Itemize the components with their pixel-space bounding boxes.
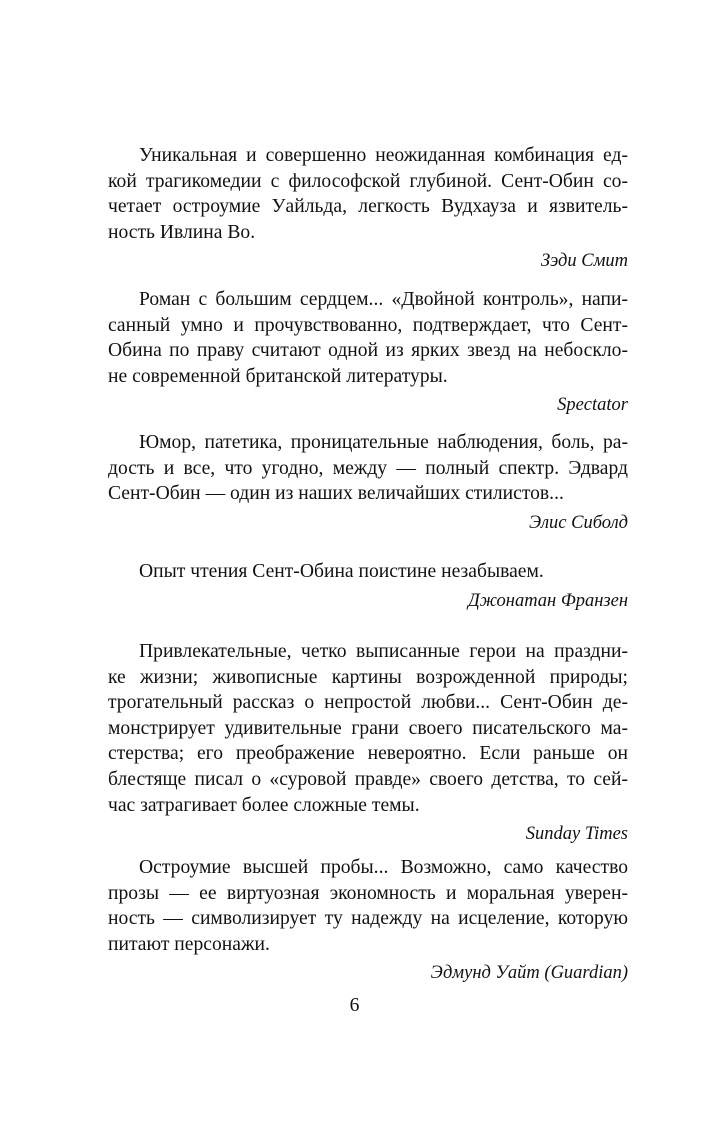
quote-line: четает остроумие Уайльда, легкость Вудхауза и язвитель-	[108, 196, 628, 218]
quote-line: прозы — ее виртуозная экономность и моральная уверен-	[108, 882, 628, 904]
blurb-quote-2	[108, 287, 628, 419]
quote-line: трогательный рассказ о непростой любви... Сент-Обин де-	[108, 692, 628, 714]
quote-attribution: Sunday Times	[525, 824, 628, 845]
quote-line: не современной британской литературы.	[108, 365, 448, 387]
quote-line: Юмор, патетика, проницательные наблюдения, боль, ра-	[139, 432, 628, 453]
quote-line: кой трагикомедии с философской глубиной. Сент-Обин со-	[108, 170, 628, 192]
quote-attribution: Джонатан Франзен	[468, 590, 628, 611]
quote-attribution: Spectator	[557, 395, 628, 416]
quote-line: час затрагивает более сложные темы.	[108, 794, 420, 816]
quote-line: стерства; его преображение невероятно. Если раньше он	[108, 743, 628, 765]
quote-line: ке жизни; живописные картины возрожденной природы;	[108, 666, 628, 688]
quote-line: Уникальная и совершенно неожиданная комбинация ед-	[139, 145, 628, 166]
blurb-quote-6	[108, 855, 628, 987]
quote-line: Привлекательные, четко выписанные герои на праздни-	[139, 641, 628, 662]
quote-line: Обина по праву считают одной из ярких звезд на небоскло-	[108, 340, 628, 362]
blurb-quote-3	[108, 430, 628, 537]
quote-line: Роман с большим сердцем... «Двойной контроль», напи-	[139, 289, 628, 310]
blurb-quote-5	[108, 639, 628, 848]
blurb-quote-1	[108, 143, 628, 275]
quote-line: ность — символизирует ту надежду на исцеление, которую	[108, 908, 628, 930]
quote-attribution: Эдмунд Уайт (Guardian)	[430, 963, 628, 984]
quote-line: ность Ивлина Во.	[108, 221, 256, 243]
quote-line: дость и все, что угодно, между — полный спектр. Эдвард	[108, 457, 628, 479]
quote-line: Сент-Обин — один из наших величайших стилистов...	[108, 483, 564, 505]
page-number: 6	[349, 995, 360, 1016]
quote-line: питают персонажи.	[108, 933, 270, 955]
quote-attribution: Зэди Смит	[540, 251, 628, 272]
quote-line: Опыт чтения Сент-Обина поистине незабываем.	[139, 561, 544, 582]
quote-line: санный умно и прочувствованно, подтверждает, что Сент-	[108, 314, 628, 336]
quote-attribution: Элис Сиболд	[528, 512, 628, 533]
quote-line: блестяще писал о «суровой правде» своего детства, то сей-	[108, 768, 628, 790]
quote-line: Остроумие высшей пробы... Возможно, само качество	[139, 857, 628, 878]
quote-line: монстрирует удивительные грани своего писательского ма-	[108, 717, 628, 739]
blurb-quote-4	[108, 559, 628, 615]
